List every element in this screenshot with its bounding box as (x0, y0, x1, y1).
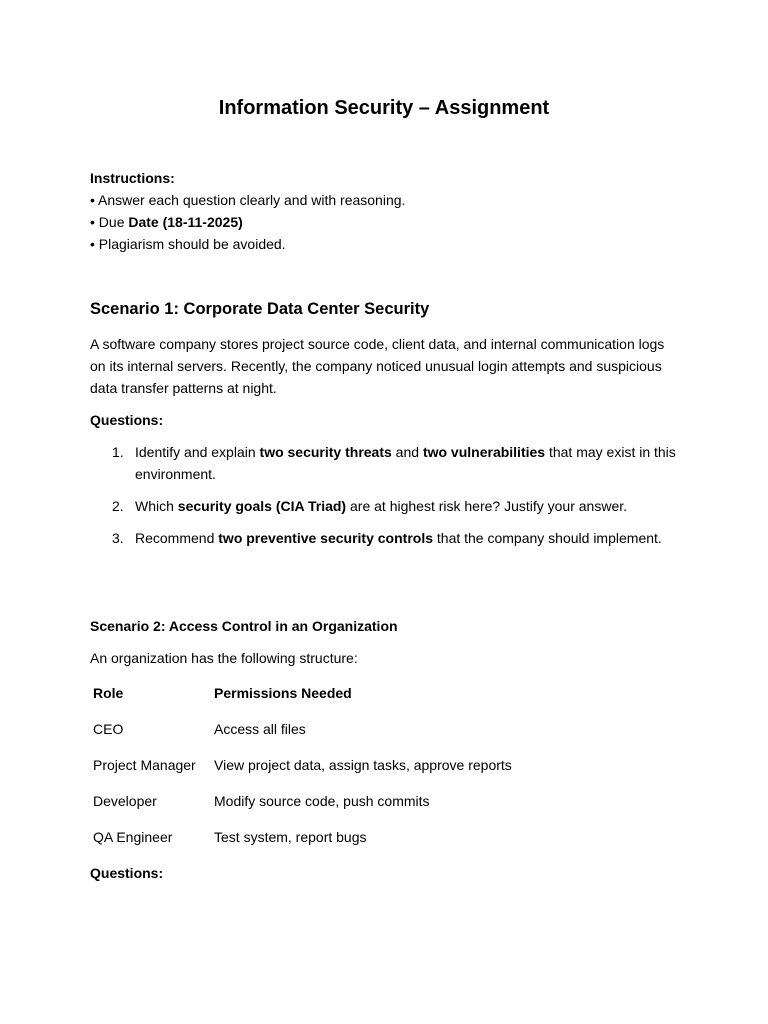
scenario1-description: A software company stores project source code, client data, and internal communication logs on its internal servers. Recently, the company noticed unusual login attempts and suspicious data transfer patterns at night. (90, 336, 665, 396)
instruction-text: • Due (90, 214, 129, 230)
permissions-cell: Access all files (214, 721, 306, 737)
table-row (90, 747, 515, 783)
role-cell: Developer (93, 793, 157, 809)
question-emphasis: two vulnerabilities (422, 444, 546, 460)
table-row (90, 711, 515, 747)
role-cell: CEO (93, 721, 124, 737)
instruction-item (90, 211, 680, 233)
question-text: Recommend (135, 530, 219, 546)
question-emphasis: two security threats (259, 444, 392, 460)
instructions-section (90, 167, 680, 255)
roles-permissions-table (90, 675, 515, 855)
question-item (90, 495, 680, 517)
question-text: are at highest risk here? Justify your answer. (346, 498, 628, 514)
document-title: Information Security – Assignment (218, 97, 550, 119)
question-number: 2. (112, 498, 124, 514)
question-emphasis: two preventive security controls (218, 530, 433, 546)
permissions-cell: Modify source code, push commits (214, 793, 430, 809)
instruction-text: • Answer each question clearly and with reasoning. (90, 192, 406, 208)
instruction-item (90, 189, 680, 211)
scenario2-description: An organization has the following structure: (90, 650, 358, 666)
instruction-text: • Plagiarism should be avoided. (90, 236, 286, 252)
instruction-item (90, 233, 680, 255)
question-number: 3. (112, 530, 124, 546)
question-text: that the company should implement. (433, 530, 662, 546)
table-row (90, 783, 515, 819)
question-text: and (391, 444, 423, 460)
question-text: Which (135, 498, 178, 514)
scenario1-heading: Scenario 1: Corporate Data Center Security (90, 300, 430, 318)
question-emphasis: security goals (CIA Triad) (177, 498, 347, 514)
role-cell: Project Manager (93, 757, 196, 773)
question-text: that may exist in this environment. (135, 444, 676, 482)
question-number: 1. (112, 444, 124, 460)
scenario2-questions-label: Questions: (90, 865, 164, 881)
scenario1-question-list (90, 441, 680, 559)
scenario2-heading: Scenario 2: Access Control in an Organization (90, 618, 398, 634)
role-cell: QA Engineer (93, 829, 173, 845)
question-item (90, 527, 680, 549)
permissions-cell: Test system, report bugs (214, 829, 367, 845)
instructions-label: Instructions: (90, 170, 175, 186)
question-text: Identify and explain (135, 444, 260, 460)
table-row (90, 819, 515, 855)
permissions-cell: View project data, assign tasks, approve reports (214, 757, 512, 773)
instruction-bold: Date (18-11-2025) (128, 214, 243, 230)
question-item (90, 441, 680, 485)
column-header-permissions: Permissions Needed (214, 685, 352, 701)
column-header-role: Role (93, 685, 124, 701)
scenario1-questions-label: Questions: (90, 412, 164, 428)
table-header-row (90, 675, 515, 711)
